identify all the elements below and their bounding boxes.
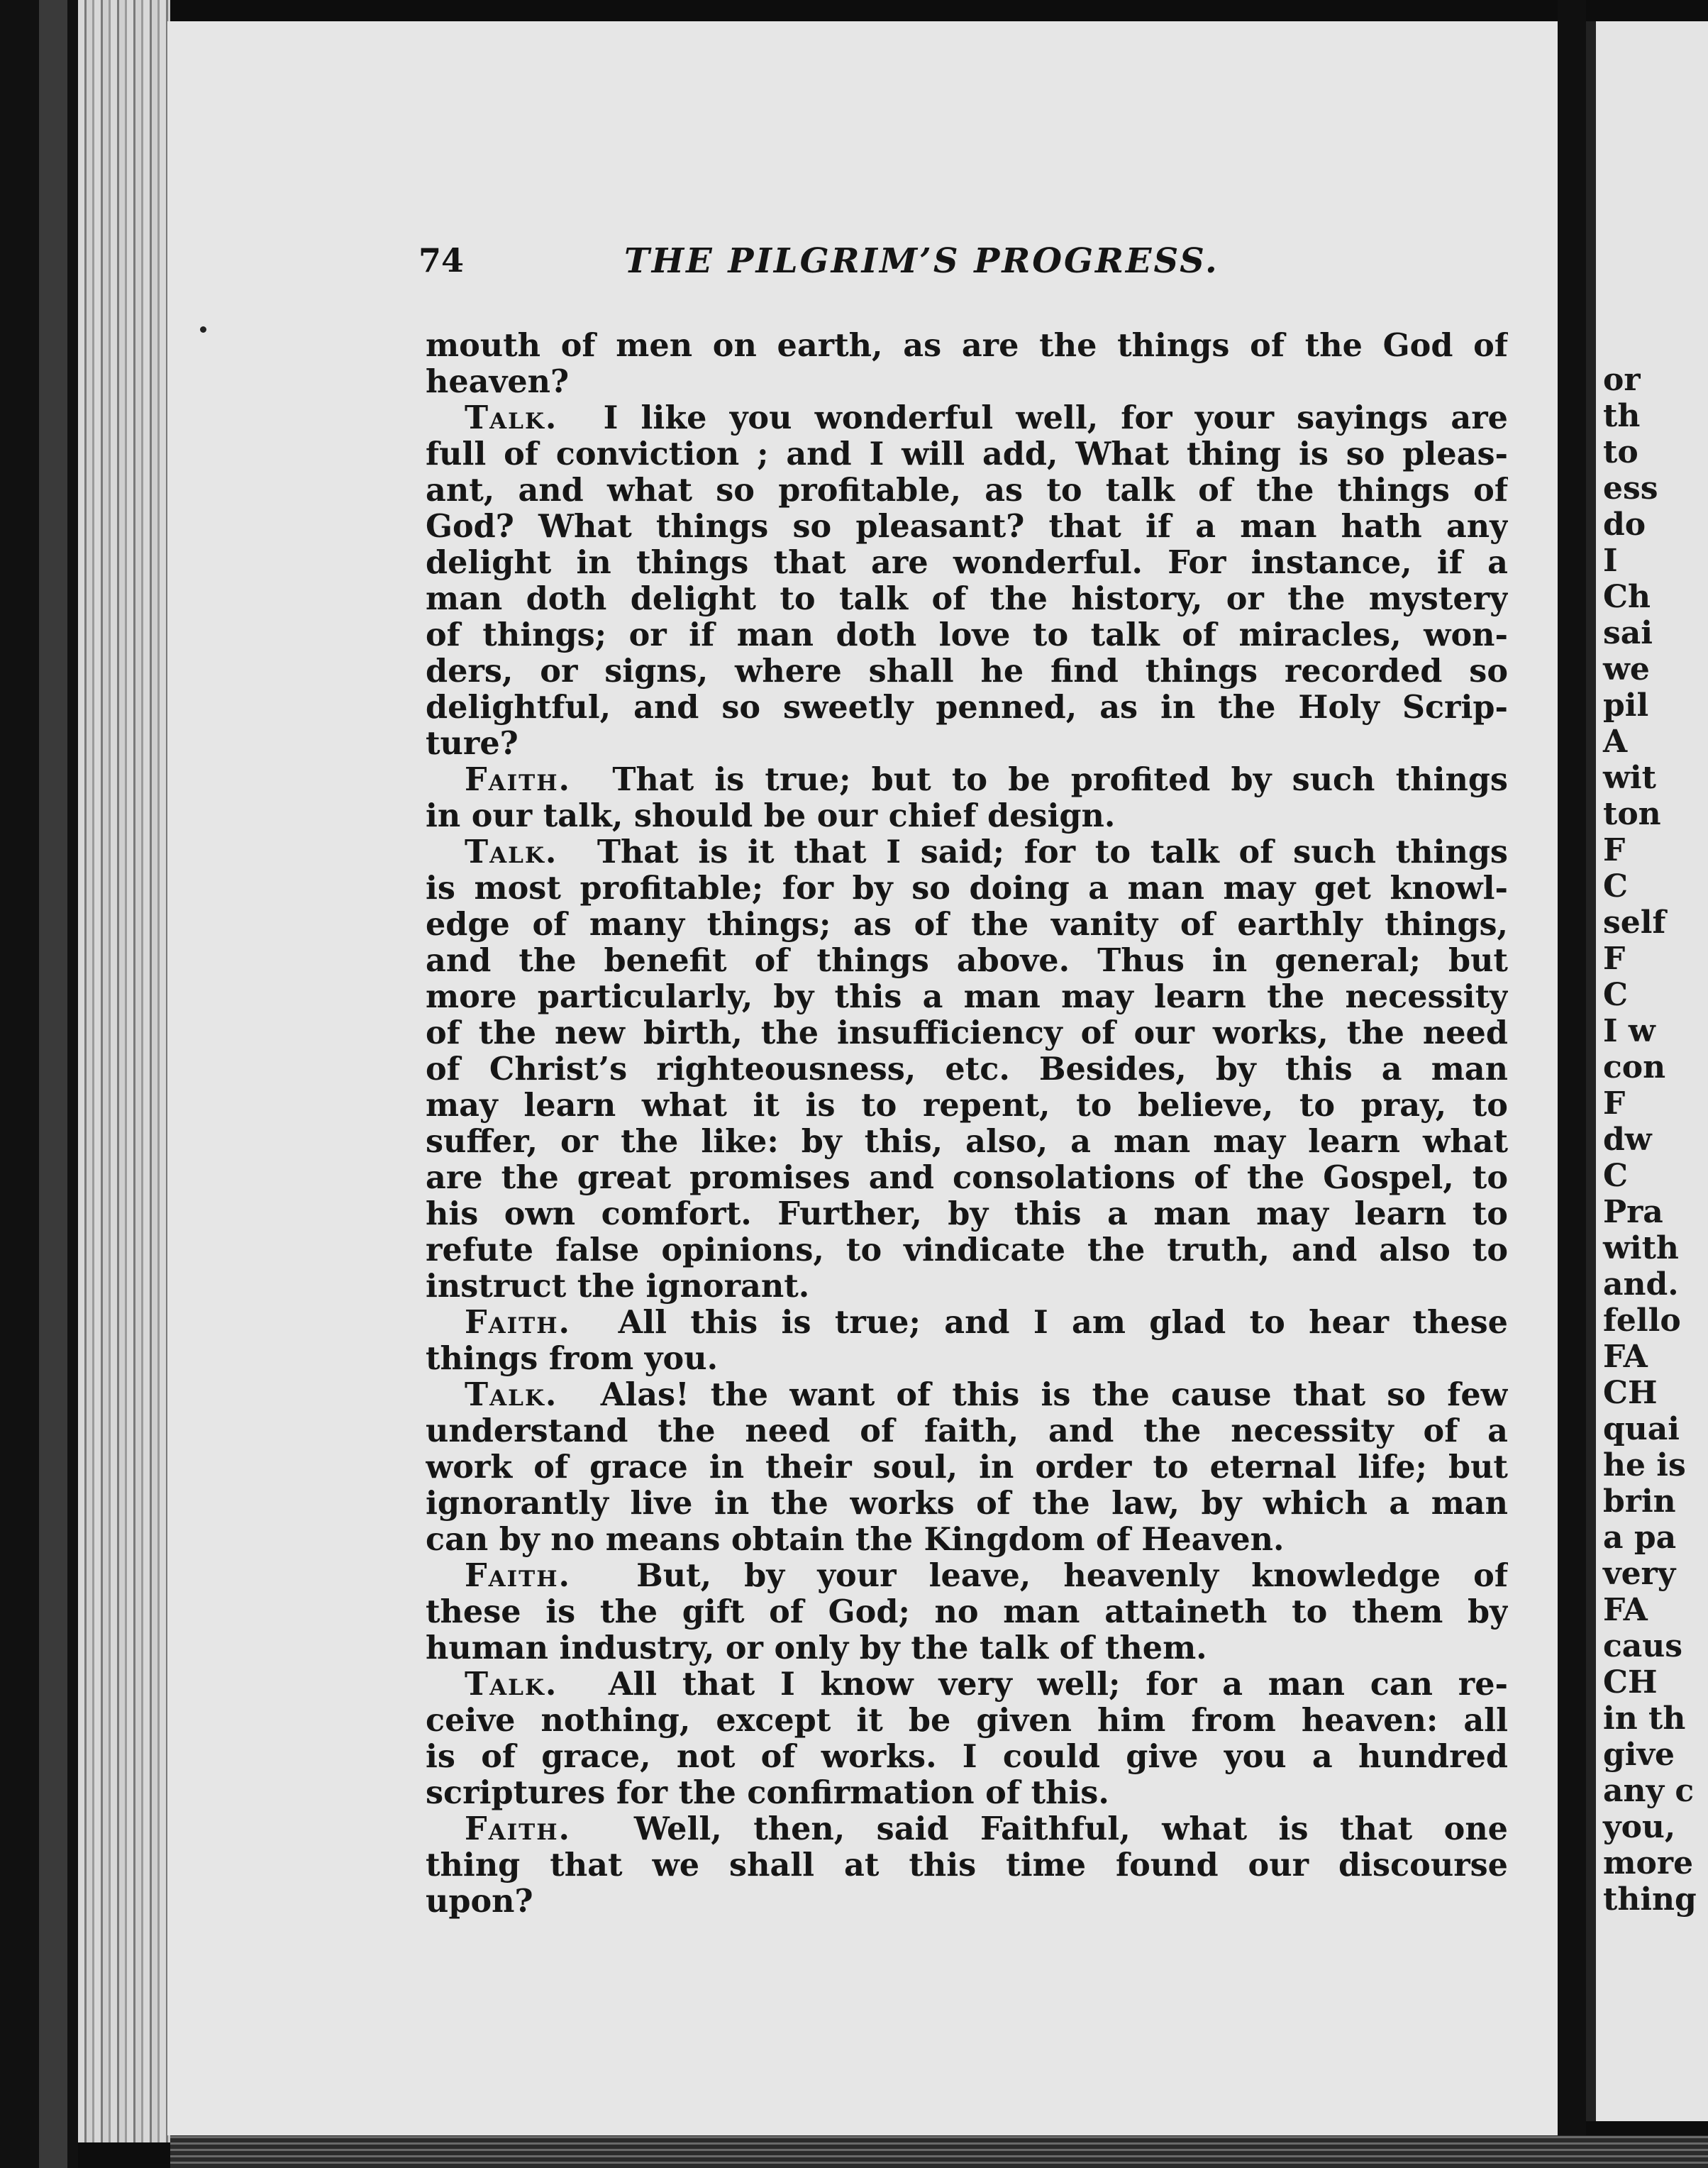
line-text: All that I know very well; for a man can re- [608, 1666, 1508, 1703]
line-text: more particularly, by this a man may learn the necessity [426, 979, 1508, 1015]
text-line [426, 1630, 1508, 1666]
text-line [426, 1413, 1508, 1449]
facing-page-fragment: give [1603, 1737, 1675, 1773]
line-text: understand the need of faith, and the necessity of a [426, 1413, 1508, 1449]
text-line [426, 1739, 1508, 1775]
facing-page-fragment: F [1603, 832, 1626, 868]
text-line [426, 472, 1508, 509]
page-number: 74 [418, 241, 465, 280]
text-line [426, 907, 1508, 943]
facing-page-fragment: quai [1603, 1411, 1680, 1447]
text-line [426, 617, 1508, 653]
facing-page-fragment: ess [1603, 470, 1658, 507]
facing-page-fragment: C [1603, 1158, 1629, 1194]
speaker-name: Talk. [465, 834, 558, 870]
facing-page-fragment: CH [1603, 1664, 1658, 1700]
text-line [426, 1775, 1508, 1811]
text-line [426, 1268, 1508, 1305]
body-text [426, 328, 1508, 1920]
facing-page-fragment: dw [1603, 1122, 1652, 1158]
facing-page-fragment: or [1603, 362, 1641, 398]
line-text: and the benefit of things above. Thus in general; but [426, 943, 1508, 979]
facing-page-fragment: I [1603, 543, 1618, 579]
facing-page-fragment: brin [1603, 1483, 1676, 1520]
text-line [426, 762, 1508, 798]
line-text: can by no means obtain the Kingdom of Heaven. [426, 1522, 1285, 1558]
line-text: upon? [426, 1884, 533, 1920]
facing-page-fragment: ton [1603, 796, 1661, 832]
facing-page-fragment: wit [1603, 760, 1656, 796]
line-text: instruct the ignorant. [426, 1268, 810, 1305]
text-line [426, 1305, 1508, 1341]
text-line [426, 1160, 1508, 1196]
bottom-page-edges [170, 2135, 1708, 2168]
line-text: ceive nothing, except it be given him from heaven: all [426, 1703, 1508, 1739]
facing-page-fragment: th [1603, 398, 1641, 434]
text-line [426, 581, 1508, 617]
line-text: But, by your leave, heavenly knowledge of [636, 1558, 1508, 1594]
line-text: delightful, and so sweetly penned, as in the Holy Scrip- [426, 690, 1508, 726]
line-text: scriptures for the confirmation of this. [426, 1775, 1109, 1811]
facing-page-edge [1586, 21, 1596, 2121]
facing-page-fragment: do [1603, 507, 1646, 543]
speaker-name: Faith. [465, 762, 571, 798]
facing-page-fragment: self [1603, 905, 1666, 941]
line-text: is most profitable; for by so doing a man may get knowl- [426, 870, 1508, 907]
line-text: ant, and what so profitable, as to talk of the things of [426, 472, 1508, 509]
facing-page-fragment: in th [1603, 1700, 1686, 1737]
text-line [426, 1703, 1508, 1739]
line-text: That is true; but to be profited by such things [612, 762, 1508, 798]
line-text: things from you. [426, 1341, 719, 1377]
text-line [426, 436, 1508, 472]
line-text: God? What things so pleasant? that if a man hath any [426, 509, 1508, 545]
line-text: of Christ’s righteousness, etc. Besides, by this a man [426, 1051, 1508, 1088]
facing-page-fragment: Pra [1603, 1194, 1663, 1230]
gutter-shadow [1558, 0, 1586, 2168]
text-line [426, 509, 1508, 545]
facing-page-fragment: thing [1603, 1881, 1697, 1918]
text-line [426, 726, 1508, 762]
speaker-name: Faith. [465, 1811, 571, 1847]
facing-page-fragment: to [1603, 434, 1638, 470]
facing-page-fragment: CH [1603, 1375, 1658, 1411]
text-line [426, 1341, 1508, 1377]
running-header [418, 241, 1341, 298]
facing-page-fragment: you, [1603, 1809, 1676, 1845]
facing-page-fragment: C [1603, 977, 1629, 1013]
text-line [426, 1811, 1508, 1847]
text-line [426, 979, 1508, 1015]
text-line [426, 1124, 1508, 1160]
page-edges [78, 0, 170, 2142]
line-text: these is the gift of God; no man attaineth to them by [426, 1594, 1508, 1630]
spine-edge [39, 0, 67, 2168]
text-line [426, 328, 1508, 364]
line-text: work of grace in their soul, in order to eternal life; but [426, 1449, 1508, 1486]
line-text: man doth delight to talk of the history, or the mystery [426, 581, 1508, 617]
line-text: is of grace, not of works. I could give you a hundred [426, 1739, 1508, 1775]
facing-page-fragment: a pa [1603, 1520, 1677, 1556]
line-text: mouth of men on earth, as are the things of the God of [426, 328, 1508, 364]
text-line [426, 1088, 1508, 1124]
facing-page-fragment: any c [1603, 1773, 1695, 1809]
facing-page-fragment: very [1603, 1556, 1676, 1592]
line-text: suffer, or the like: by this, also, a man may learn what [426, 1124, 1508, 1160]
line-text: Alas! the want of this is the cause that so few [600, 1377, 1508, 1413]
text-line [426, 1232, 1508, 1268]
text-line [426, 834, 1508, 870]
text-line [426, 1196, 1508, 1232]
text-line [426, 653, 1508, 690]
line-text: refute false opinions, to vindicate the truth, and also to [426, 1232, 1508, 1268]
text-line [426, 798, 1508, 834]
facing-page-fragment: F [1603, 1085, 1626, 1122]
line-text: are the great promises and consolations of the Gospel, to [426, 1160, 1508, 1196]
line-text: I like you wonderful well, for your sayings are [603, 400, 1508, 436]
text-line [426, 1558, 1508, 1594]
facing-page-fragment: more [1603, 1845, 1694, 1881]
speaker-name: Talk. [465, 400, 558, 436]
facing-page-fragment: and. [1603, 1266, 1679, 1303]
line-text: delight in things that are wonderful. For instance, if a [426, 545, 1508, 581]
speaker-name: Faith. [465, 1558, 571, 1594]
running-title: THE PILGRIM’S PROGRESS. [624, 241, 1219, 281]
text-line [426, 1522, 1508, 1558]
text-line [426, 1486, 1508, 1522]
line-text: ignorantly live in the works of the law, by which a man [426, 1486, 1508, 1522]
facing-page-fragment: con [1603, 1049, 1666, 1085]
facing-page-fragment: FA [1603, 1592, 1648, 1628]
line-text: may learn what it is to repent, to believe, to pray, to [426, 1088, 1508, 1124]
line-text: full of conviction ; and I will add, What thing is so pleas- [426, 436, 1508, 472]
speaker-name: Talk. [465, 1377, 558, 1413]
speaker-name: Faith. [465, 1305, 571, 1341]
facing-page-fragment: pil [1603, 687, 1649, 724]
text-line [426, 943, 1508, 979]
facing-page-fragment: with [1603, 1230, 1679, 1266]
facing-page-fragment: fello [1603, 1303, 1681, 1339]
line-text: Well, then, said Faithful, what is that one [633, 1811, 1508, 1847]
facing-page-fragment: F [1603, 941, 1626, 977]
facing-page [1586, 21, 1708, 2121]
line-text: ture? [426, 726, 518, 762]
line-text: human industry, or only by the talk of them. [426, 1630, 1207, 1666]
text-line [426, 545, 1508, 581]
facing-page-fragment: we [1603, 651, 1650, 687]
facing-page-fragment: caus [1603, 1628, 1683, 1664]
facing-page-fragment: he is [1603, 1447, 1686, 1483]
line-text: thing that we shall at this time found our discourse [426, 1847, 1508, 1884]
text-line [426, 690, 1508, 726]
facing-page-fragment: A [1603, 724, 1628, 760]
line-text: his own comfort. Further, by this a man may learn to [426, 1196, 1508, 1232]
text-line [426, 1015, 1508, 1051]
facing-page-fragment: C [1603, 868, 1629, 905]
text-line [426, 870, 1508, 907]
line-text: All this is true; and I am glad to hear these [618, 1305, 1508, 1341]
text-line [426, 1449, 1508, 1486]
line-text: ders, or signs, where shall he find things recorded so [426, 653, 1508, 690]
line-text: in our talk, should be our chief design. [426, 798, 1116, 834]
speaker-name: Talk. [465, 1666, 558, 1703]
line-text: of the new birth, the insufficiency of our works, the need [426, 1015, 1508, 1051]
speck [200, 326, 206, 333]
line-text: That is it that I said; for to talk of such things [597, 834, 1508, 870]
line-text: edge of many things; as of the vanity of earthly things, [426, 907, 1508, 943]
text-line [426, 1377, 1508, 1413]
facing-page-fragment: sai [1603, 615, 1653, 651]
line-text: heaven? [426, 364, 570, 400]
text-line [426, 1884, 1508, 1920]
line-text: of things; or if man doth love to talk of miracles, won- [426, 617, 1508, 653]
text-line [426, 1666, 1508, 1703]
text-line [426, 400, 1508, 436]
text-line [426, 1594, 1508, 1630]
facing-page-fragment: FA [1603, 1339, 1648, 1375]
text-line [426, 1847, 1508, 1884]
facing-page-fragment: Ch [1603, 579, 1651, 615]
facing-page-fragment: I w [1603, 1013, 1656, 1049]
text-line [426, 1051, 1508, 1088]
text-line [426, 364, 1508, 400]
